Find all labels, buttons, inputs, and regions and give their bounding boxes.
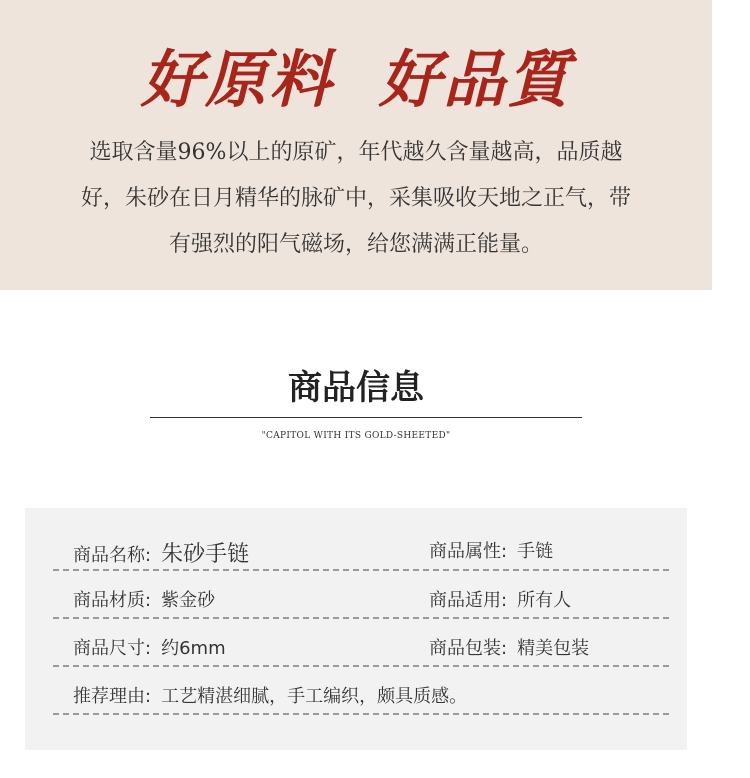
info-value: 约6mm bbox=[161, 638, 226, 659]
headline bbox=[0, 30, 712, 119]
info-label: 商品材质: bbox=[73, 590, 152, 611]
row-divider bbox=[53, 665, 669, 667]
info-value: 精美包装 bbox=[517, 638, 590, 659]
info-label: 商品适用: bbox=[429, 590, 508, 611]
info-label: 推荐理由: bbox=[73, 686, 152, 707]
top-banner bbox=[0, 0, 712, 290]
info-row-reason bbox=[45, 669, 667, 717]
row-divider bbox=[53, 713, 669, 715]
info-label: 商品包装: bbox=[429, 638, 508, 659]
info-row-size bbox=[45, 621, 667, 669]
info-value: 工艺精湛细腻，手工编织，颇具质感。 bbox=[161, 686, 468, 707]
row-divider bbox=[53, 569, 669, 571]
description-line: 有强烈的阳气磁场，给您满满正能量。 bbox=[168, 232, 543, 257]
info-label: 商品属性: bbox=[429, 541, 508, 562]
info-value: 手链 bbox=[517, 541, 554, 562]
description-line: 好，朱砂在日月精华的脉矿中，采集吸收天地之正气，带 bbox=[80, 186, 631, 211]
info-label: 商品尺寸: bbox=[73, 638, 152, 659]
section-title: 商品信息 bbox=[288, 368, 424, 408]
banner-description bbox=[40, 130, 672, 268]
title-divider bbox=[150, 417, 582, 418]
product-info-table bbox=[25, 508, 687, 750]
info-row-name bbox=[45, 524, 667, 572]
info-value: 紫金砂 bbox=[161, 590, 216, 611]
row-divider bbox=[53, 617, 669, 619]
info-label: 商品名称: bbox=[73, 545, 152, 566]
description-line: 选取含量96%以上的原矿，年代越久含量越高，品质越 bbox=[89, 140, 623, 165]
headline-left: 好原料 bbox=[140, 43, 333, 116]
info-value: 朱砂手链 bbox=[161, 542, 250, 567]
info-value: 所有人 bbox=[517, 590, 572, 611]
section-subtitle: "CAPITOL WITH ITS GOLD-SHEETED" bbox=[261, 431, 451, 441]
headline-right: 好品質 bbox=[379, 43, 572, 116]
info-row-material bbox=[45, 573, 667, 621]
